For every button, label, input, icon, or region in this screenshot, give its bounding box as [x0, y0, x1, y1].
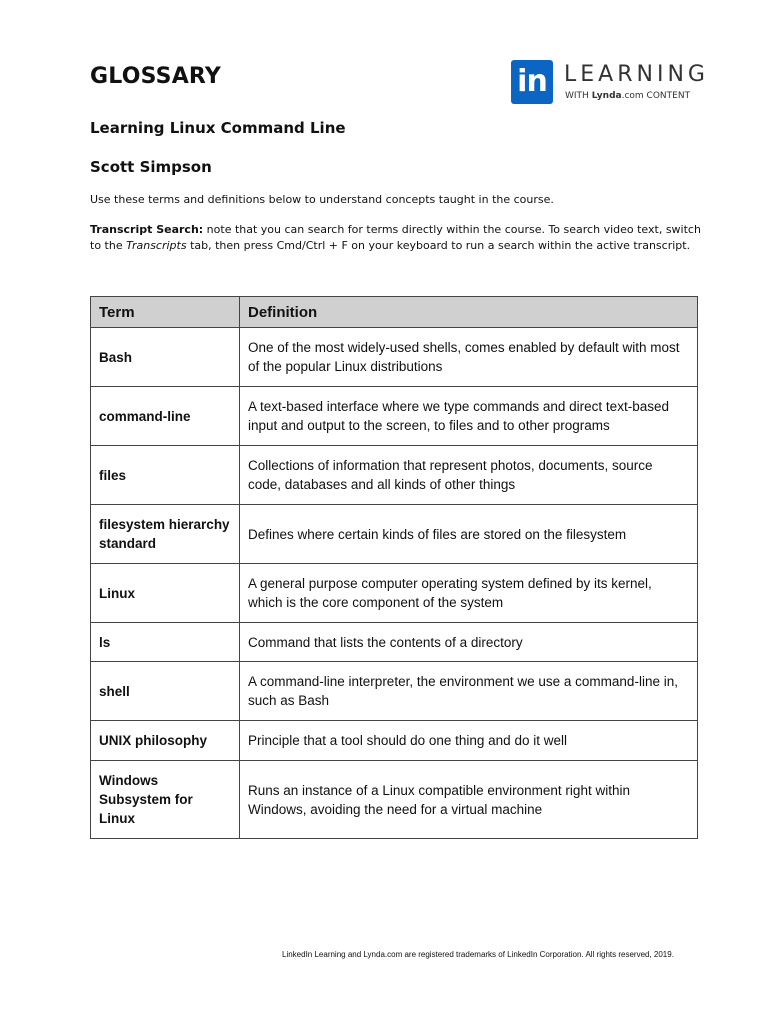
definition-cell: Command that lists the contents of a directory	[240, 623, 698, 662]
logo-subtitle	[565, 91, 690, 101]
term-cell: files	[91, 446, 240, 505]
author-name: Scott Simpson	[90, 158, 212, 176]
definition-cell: A command-line interpreter, the environment we use a command-line in, such as Bash	[240, 662, 698, 721]
table-row	[91, 328, 698, 387]
logo-sub-prefix: WITH	[565, 91, 592, 101]
definition-cell: A general purpose computer operating system defined by its kernel, which is the core component of the system	[240, 564, 698, 623]
definition-cell: Principle that a tool should do one thing and do it well	[240, 721, 698, 761]
table-header-row	[91, 297, 698, 328]
logo-wordmark: LEARNING	[564, 62, 709, 87]
intro-text: Use these terms and definitions below to understand concepts taught in the course.	[90, 193, 554, 206]
table-row	[91, 623, 698, 662]
definition-cell: One of the most widely-used shells, comes enabled by default with most of the popular Linux distributions	[240, 328, 698, 387]
table-row	[91, 387, 698, 446]
term-cell: Linux	[91, 564, 240, 623]
term-cell: UNIX philosophy	[91, 721, 240, 761]
header-term: Term	[91, 297, 240, 328]
table-row	[91, 564, 698, 623]
header-definition: Definition	[240, 297, 698, 328]
definition-cell: Collections of information that represent photos, documents, source code, databases and all kinds of other things	[240, 446, 698, 505]
term-cell: command-line	[91, 387, 240, 446]
table-row	[91, 761, 698, 839]
linkedin-learning-logo	[511, 60, 711, 106]
footer-trademark: LinkedIn Learning and Lynda.com are registered trademarks of LinkedIn Corporation. All rights reserved, 2019.	[282, 950, 674, 959]
table-row	[91, 505, 698, 564]
table-row	[91, 662, 698, 721]
term-cell: filesystem hierarchy standard	[91, 505, 240, 564]
term-cell: ls	[91, 623, 240, 662]
transcripts-tab-name: Transcripts	[126, 239, 187, 252]
term-cell: shell	[91, 662, 240, 721]
term-cell: Windows Subsystem for Linux	[91, 761, 240, 839]
definition-cell: Runs an instance of a Linux compatible environment right within Windows, avoiding the need for a virtual machine	[240, 761, 698, 839]
table-row	[91, 446, 698, 505]
term-cell: Bash	[91, 328, 240, 387]
transcript-label: Transcript Search:	[90, 223, 204, 236]
definition-cell: Defines where certain kinds of files are stored on the filesystem	[240, 505, 698, 564]
page-title: GLOSSARY	[90, 64, 221, 89]
linkedin-in-icon: in	[511, 60, 553, 104]
transcript-search-note	[90, 222, 708, 254]
table-row	[91, 721, 698, 761]
transcript-text-2: tab, then press Cmd/Ctrl + F on your keyboard to run a search within the active transcript.	[186, 239, 691, 252]
transcript-text-1: note that you can search for terms directly within the course. To search video text, switch to the	[90, 223, 701, 252]
glossary-table	[90, 296, 698, 839]
logo-sub-suffix: .com CONTENT	[621, 91, 691, 101]
definition-cell: A text-based interface where we type commands and direct text-based input and output to the screen, to files and to other programs	[240, 387, 698, 446]
course-title: Learning Linux Command Line	[90, 119, 346, 137]
logo-sub-brand: Lynda	[591, 91, 622, 101]
